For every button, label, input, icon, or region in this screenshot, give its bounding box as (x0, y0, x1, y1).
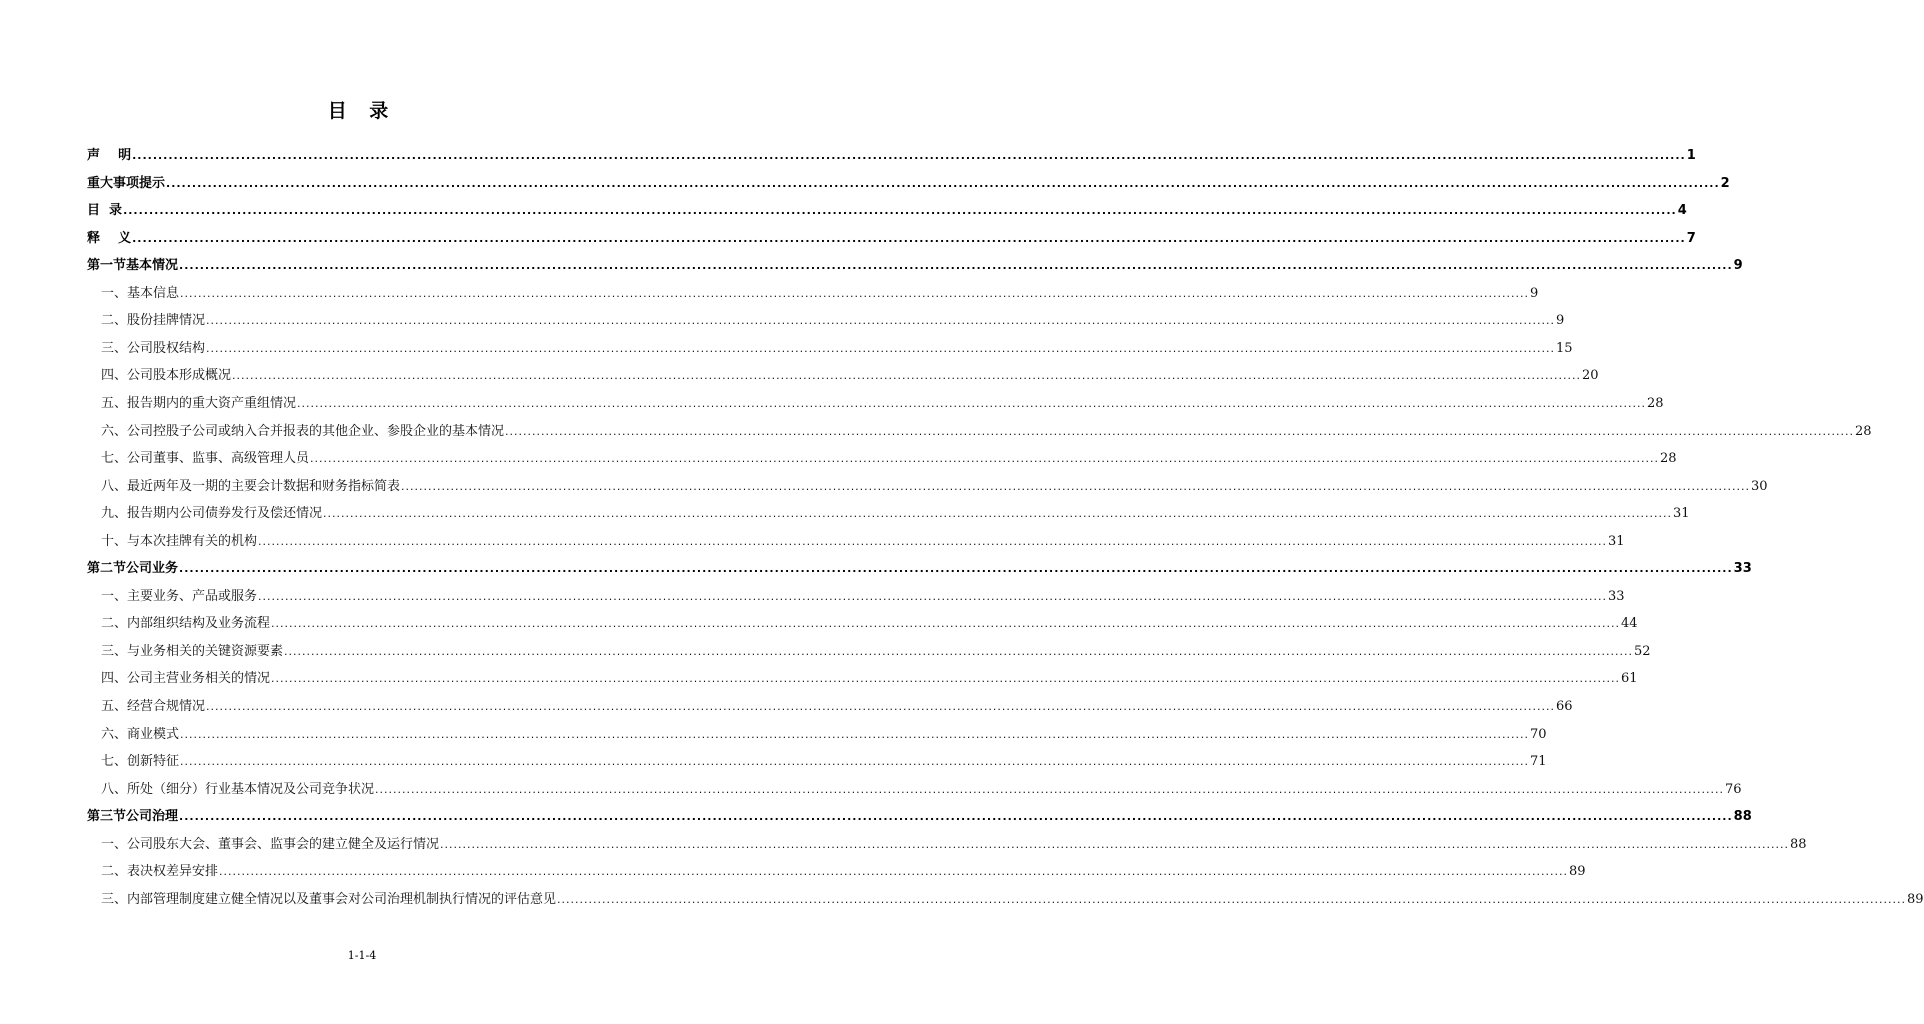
toc-entry-title: 表决权差异安排 (127, 864, 219, 880)
toc-entry[interactable] (87, 221, 1696, 247)
toc-entry[interactable] (87, 579, 1625, 605)
toc-entry[interactable] (87, 799, 1752, 825)
toc-entry-number: 七、 (101, 451, 128, 467)
toc-entry[interactable] (87, 358, 1599, 384)
toc-entry-number: 五、 (101, 395, 128, 411)
toc-entry-number: 二、 (101, 313, 128, 329)
toc-dot-leader: ............................................................................................................................................................................................................................................................................................................ (271, 617, 1621, 631)
toc-dot-leader: ............................................................................................................................................................................................................................................................................................................ (232, 369, 1582, 383)
toc-page-number: 1 (1686, 148, 1696, 163)
toc-entry-title: 公司股本形成概况 (127, 368, 232, 384)
toc-entry[interactable] (87, 469, 1768, 495)
toc-entry-number: 六、 (101, 423, 128, 439)
toc-entry[interactable] (87, 441, 1677, 467)
toc-entry[interactable] (87, 854, 1586, 880)
toc-page-number: 20 (1582, 368, 1599, 384)
toc-page-number: 71 (1530, 754, 1547, 770)
toc-entry[interactable] (87, 386, 1664, 412)
toc-page-number: 9 (1733, 258, 1743, 274)
toc-entry[interactable] (87, 606, 1638, 632)
toc-entry-title: 公司治理 (126, 809, 179, 825)
toc-page-number: 28 (1855, 423, 1872, 439)
toc-entry-title: 公司控股子公司或纳入合并报表的其他企业、参股企业的基本情况 (127, 423, 505, 439)
toc-entry[interactable] (87, 634, 1651, 660)
toc-entry-number: 一、 (101, 285, 128, 301)
toc-entry-number: 八、 (101, 781, 128, 797)
toc-entry-number: 三、 (101, 643, 128, 659)
toc-entry[interactable] (87, 138, 1696, 164)
toc-dot-leader: ............................................................................................................................................................................................................................................................................................................ (440, 837, 1790, 851)
toc-page-number: 4 (1677, 203, 1687, 219)
toc-entry-number: 一、 (101, 588, 128, 604)
toc-page-number: 89 (1907, 891, 1924, 907)
toc-entry[interactable] (87, 882, 1924, 908)
toc-entry-number: 八、 (101, 478, 128, 494)
toc-dot-leader: ............................................................................................................................................................................................................................................................................................................ (180, 727, 1530, 741)
toc-entry-title: 与业务相关的关键资源要素 (127, 643, 284, 659)
toc-page-number: 76 (1725, 781, 1742, 797)
toc-dot-leader: ............................................................................................................................................................................................................................................................................................................ (180, 755, 1530, 769)
toc-page-number: 66 (1556, 699, 1573, 714)
toc-page-number: 30 (1751, 478, 1768, 494)
toc-dot-leader: ............................................................................................................................................................................................................................................................................................................ (179, 259, 1733, 273)
toc-dot-leader: ............................................................................................................................................................................................................................................................................................................ (132, 149, 1686, 162)
toc-entry[interactable] (87, 303, 1565, 329)
toc-page-number: 70 (1530, 726, 1547, 742)
toc-entry-number: 二、 (101, 864, 128, 880)
toc-entry-number: 第一节 (87, 258, 127, 274)
toc-entry-title: 公司主营业务相关的情况 (127, 671, 271, 687)
toc-page-number: 9 (1556, 313, 1565, 329)
toc-page-number: 31 (1608, 533, 1625, 549)
toc-page-number: 7 (1686, 230, 1696, 246)
toc-dot-leader: ............................................................................................................................................................................................................................................................................................................ (219, 865, 1569, 879)
toc-entry-number: 十、 (101, 533, 128, 549)
toc-dot-leader: ............................................................................................................................................................................................................................................................................................................ (284, 644, 1634, 658)
toc-dot-leader: ............................................................................................................................................................................................................................................................................................................ (258, 534, 1608, 548)
toc-entry[interactable] (87, 772, 1742, 798)
toc-page-number: 28 (1660, 451, 1677, 467)
toc-entry[interactable] (87, 166, 1730, 192)
toc-dot-leader: ............................................................................................................................................................................................................................................................................................................ (166, 176, 1720, 190)
toc-entry[interactable] (87, 717, 1547, 743)
toc-entry-title: 创新特征 (127, 754, 180, 770)
toc-entry-title: 重大事项提示 (87, 175, 166, 191)
toc-dot-leader: ............................................................................................................................................................................................................................................................................................................ (206, 314, 1556, 328)
toc-entry-number: 第三节 (87, 809, 127, 825)
toc-entry[interactable] (87, 496, 1690, 522)
toc-page-number: 33 (1608, 588, 1625, 604)
toc-dot-leader: ............................................................................................................................................................................................................................................................................................................ (258, 589, 1608, 603)
toc-entry-title: 释 义 (87, 230, 132, 246)
toc-entry-number: 五、 (101, 699, 128, 714)
page-title: 目 录 (327, 100, 397, 122)
toc-dot-leader: ............................................................................................................................................................................................................................................................................................................ (206, 341, 1556, 355)
toc-entry-title: 股份挂牌情况 (127, 313, 206, 329)
toc-dot-leader: ............................................................................................................................................................................................................................................................................................................ (505, 424, 1855, 438)
toc-entry-title: 内部组织结构及业务流程 (127, 616, 271, 632)
toc-dot-leader: ............................................................................................................................................................................................................................................................................................................ (310, 452, 1660, 466)
toc-entry[interactable] (87, 827, 1807, 853)
toc-dot-leader: ............................................................................................................................................................................................................................................................................................................ (271, 672, 1621, 686)
toc-entry-title: 报告期内的重大资产重组情况 (127, 395, 297, 411)
toc-entry-title: 公司董事、监事、高级管理人员 (127, 451, 310, 467)
toc-entry-number: 四、 (101, 368, 128, 384)
toc-entry-number: 九、 (101, 506, 128, 522)
toc-entry[interactable] (87, 689, 1573, 715)
toc-dot-leader: ............................................................................................................................................................................................................................................................................................................ (179, 810, 1733, 824)
toc-dot-leader: ............................................................................................................................................................................................................................................................................................................ (557, 892, 1907, 906)
toc-entry[interactable] (87, 276, 1539, 302)
toc-entry-number: 三、 (101, 340, 128, 356)
toc-dot-leader: ............................................................................................................................................................................................................................................................................................................ (375, 782, 1725, 796)
toc-entry[interactable] (87, 331, 1573, 357)
toc-dot-leader: ............................................................................................................................................................................................................................................................................................................ (132, 231, 1686, 245)
toc-entry-title: 公司业务 (126, 561, 179, 577)
toc-page-number: 9 (1530, 285, 1539, 301)
toc-entry-number: 一、 (101, 836, 128, 852)
toc-entry-title: 报告期内公司债券发行及偿还情况 (127, 506, 323, 522)
toc-entry-title: 与本次挂牌有关的机构 (127, 533, 258, 549)
toc-page-number: 31 (1673, 506, 1690, 522)
toc-page-number: 61 (1621, 671, 1638, 687)
toc-entry-title: 基本信息 (127, 285, 180, 301)
toc-entry-title: 内部管理制度建立健全情况以及董事会对公司治理机制执行情况的评估意见 (127, 891, 557, 907)
toc-entry-title: 所处（细分）行业基本情况及公司竞争状况 (127, 781, 375, 797)
toc-page-number: 88 (1790, 836, 1807, 852)
toc-entry-title: 公司股权结构 (127, 340, 206, 356)
toc-dot-leader: ............................................................................................................................................................................................................................................................................................................ (323, 507, 1673, 521)
toc-entry-title: 最近两年及一期的主要会计数据和财务指标简表 (127, 478, 401, 494)
toc-entry-title: 声 明 (87, 148, 132, 163)
toc-entry[interactable] (87, 551, 1752, 577)
toc-page-number: 15 (1556, 340, 1573, 356)
toc-entry-number: 四、 (101, 671, 128, 687)
page-footer-number: 1-1-4 (347, 949, 377, 962)
toc-dot-leader: ............................................................................................................................................................................................................................................................................................................ (180, 286, 1530, 300)
toc-entry-number: 二、 (101, 616, 128, 632)
toc-entry-number: 三、 (101, 891, 128, 907)
toc-entry-title: 商业模式 (127, 726, 180, 742)
toc-dot-leader: ............................................................................................................................................................................................................................................................................................................ (123, 204, 1677, 218)
toc-entry-title: 基本情况 (126, 258, 179, 274)
toc-entry[interactable] (87, 661, 1638, 687)
toc-entry[interactable] (87, 414, 1872, 440)
toc-entry[interactable] (87, 248, 1743, 274)
toc-entry-number: 六、 (101, 726, 128, 742)
toc-entry[interactable] (87, 744, 1547, 770)
toc-dot-leader: ............................................................................................................................................................................................................................................................................................................ (401, 479, 1751, 493)
toc-entry-title: 公司股东大会、董事会、监事会的建立健全及运行情况 (127, 836, 440, 852)
toc-entry-number: 七、 (101, 754, 128, 770)
toc-entry-title: 主要业务、产品或服务 (127, 588, 258, 604)
toc-dot-leader: ............................................................................................................................................................................................................................................................................................................ (206, 700, 1556, 713)
toc-page-number: 28 (1647, 395, 1664, 411)
toc-entry[interactable] (87, 524, 1625, 550)
toc-page-number: 44 (1621, 616, 1638, 632)
toc-page-number: 33 (1733, 561, 1752, 577)
toc-entry[interactable] (87, 193, 1687, 219)
toc-entry-number: 第二节 (87, 561, 127, 577)
toc-dot-leader: ............................................................................................................................................................................................................................................................................................................ (179, 562, 1733, 576)
toc-dot-leader: ............................................................................................................................................................................................................................................................................................................ (297, 396, 1647, 410)
toc-entry-title: 经营合规情况 (127, 699, 206, 714)
toc-page-number: 88 (1733, 809, 1752, 825)
toc-page-number: 52 (1634, 643, 1651, 659)
toc-page-number: 2 (1720, 175, 1730, 191)
toc-page-number: 89 (1569, 864, 1586, 880)
toc-entry-title: 目 录 (87, 203, 123, 219)
